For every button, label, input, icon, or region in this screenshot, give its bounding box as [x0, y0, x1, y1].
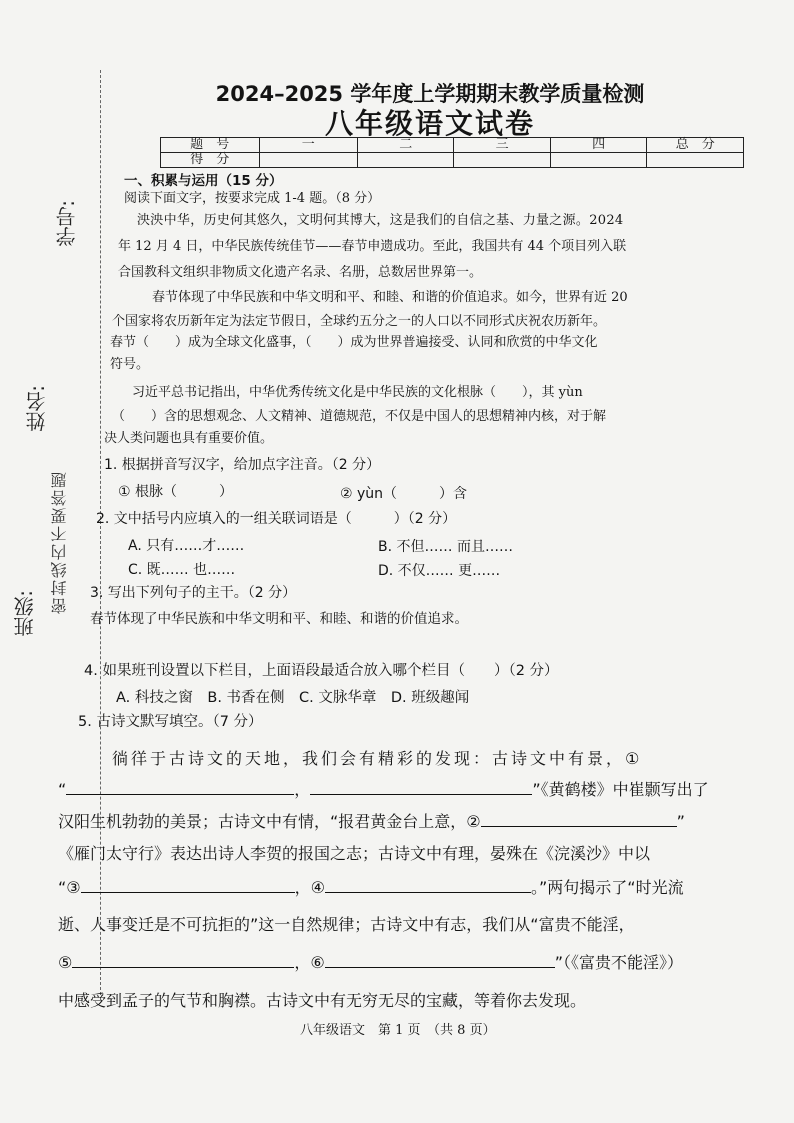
question-2-option-d[interactable]: D. 不仅…… 更……	[378, 563, 501, 579]
score-table-cell: 总 分	[647, 138, 744, 153]
question-1-item-1[interactable]: ① 根脉（ ）	[118, 484, 234, 500]
passage-line: （ ）含的思想观念、人文精神、道德规范，不仅是中国人的思想精神内核，对于解	[112, 409, 607, 424]
score-table-header-row	[161, 138, 744, 153]
poem-text: “	[58, 780, 67, 799]
passage-line: 年 12 月 4 日，中华民族传统佳节——春节申遗成功。至此，我国共有 44 个项目列入联	[118, 239, 627, 254]
poem-line-3	[58, 807, 685, 837]
section-instruction: 阅读下面文字，按要求完成 1-4 题。（8 分）	[124, 191, 381, 206]
question-2-option-b[interactable]: B. 不但…… 而且……	[378, 539, 513, 555]
class-label: 班级:	[13, 590, 37, 637]
question-4-stem: 4. 如果班刊设置以下栏目，上面语段最适合放入哪个栏目（ ）（2 分）	[84, 663, 559, 679]
question-3-sentence: 春节体现了中华民族和中华文明和平、和睦、和谐的价值追求。	[90, 611, 468, 627]
passage-line: 春节体现了中华民族和中华文明和平、和睦、和谐的价值追求。如今，世界有近 20	[152, 290, 628, 305]
answer-blank[interactable]	[81, 874, 295, 893]
score-input-cell[interactable]	[454, 153, 550, 168]
poem-text: ，⑥	[294, 953, 325, 972]
poem-text: ”（《富贵不能淫》）	[554, 953, 683, 972]
passage-line: 春节（ ）成为全球文化盛事，（ ）成为世界普遍接受、认同和欣赏的中华文化	[110, 335, 598, 350]
score-table-cell: 得 分	[161, 153, 260, 168]
poem-line: 逝、人事变迁是不可抗拒的”这一自然规律；古诗文中有志，我们从“富贵不能淫，	[58, 915, 635, 934]
poem-text: ，④	[294, 878, 325, 897]
exam-title: 2024–2025 学年度上学期期末教学质量检测	[215, 82, 645, 106]
poem-text: ”	[676, 812, 685, 831]
poem-text: 。”两句揭示了“时光流	[531, 878, 684, 897]
score-table	[160, 137, 744, 168]
question-3-stem: 3. 写出下列句子的主干。（2 分）	[90, 585, 297, 601]
score-table-cell: 二	[357, 138, 453, 153]
passage-line: 泱泱中华，历史何其悠久，文明何其博大，这是我们的自信之基、力量之源。2024	[137, 213, 624, 228]
poem-line: 徜徉于古诗文的天地，我们会有精彩的发现：古诗文中有景，①	[112, 749, 643, 768]
poem-line-2	[58, 775, 709, 805]
score-input-cell[interactable]	[647, 153, 744, 168]
passage-line: 合国教科文组织非物质文化遗产名录、名册，总数居世界第一。	[118, 265, 483, 280]
poem-text: “③	[58, 878, 81, 897]
passage-line: 决人类问题也具有重要价值。	[104, 431, 274, 446]
question-5-stem: 5. 古诗文默写填空。（7 分）	[78, 714, 263, 730]
score-table-cell: 一	[259, 138, 357, 153]
poem-line-5	[58, 873, 684, 903]
question-1-item-2[interactable]: ② yùn（ ）含	[340, 486, 468, 502]
score-input-cell[interactable]	[259, 153, 357, 168]
answer-blank[interactable]	[325, 949, 555, 968]
question-1-stem: 1. 根据拼音写汉字，给加点字注音。（2 分）	[104, 457, 381, 473]
score-table-cell: 三	[454, 138, 550, 153]
poem-text: 汉阳生机勃勃的美景；古诗文中有情，“报君黄金台上意，②	[58, 812, 481, 831]
score-table-cell: 四	[550, 138, 646, 153]
score-table-cell: 题 号	[161, 138, 260, 153]
poem-text: ”《黄鹤楼》中崔颢写出了	[532, 780, 709, 799]
poem-line: 中感受到孟子的气节和胸襟。古诗文中有无穷无尽的宝藏，等着你去发现。	[58, 991, 587, 1010]
score-input-cell[interactable]	[357, 153, 453, 168]
section-heading: 一、积累与运用（15 分）	[124, 173, 283, 189]
score-table-score-row	[161, 153, 744, 168]
answer-blank[interactable]	[72, 949, 294, 968]
score-input-cell[interactable]	[550, 153, 646, 168]
seal-notice: 密封线内不要答题	[50, 470, 69, 614]
poem-line: 《雁门太守行》表达出诗人李贺的报国之志；古诗文中有理，晏殊在《浣溪沙》中以	[58, 844, 651, 863]
question-4-options[interactable]: A. 科技之窗 B. 书香在侧 C. 文脉华章 D. 班级趣闻	[116, 690, 470, 706]
name-label: 姓名:	[25, 385, 49, 432]
question-2-stem: 2. 文中括号内应填入的一组关联词语是（ ）（2 分）	[96, 511, 457, 527]
answer-blank[interactable]	[325, 874, 531, 893]
poem-line-7	[58, 948, 683, 978]
passage-line: 习近平总书记指出，中华优秀传统文化是中华民族的文化根脉（ ），其 yùn	[132, 385, 583, 400]
question-2-option-a[interactable]: A. 只有……才……	[128, 538, 245, 554]
question-2-option-c[interactable]: C. 既…… 也……	[128, 562, 236, 578]
paper-title: 八年级语文试卷	[324, 107, 535, 140]
poem-text: ⑤	[58, 953, 73, 972]
poem-text: ，	[294, 780, 311, 799]
answer-blank[interactable]	[481, 808, 677, 827]
passage-line: 个国家将农历新年定为法定节假日，全球约五分之一的人口以不同形式庆祝农历新年。	[112, 314, 607, 329]
student-id-label: 学号:	[55, 200, 79, 247]
answer-blank[interactable]	[310, 776, 532, 795]
answer-blank[interactable]	[66, 776, 294, 795]
passage-line: 符号。	[110, 357, 150, 372]
page-footer: 八年级语文 第 1 页 （共 8 页）	[300, 1023, 496, 1038]
